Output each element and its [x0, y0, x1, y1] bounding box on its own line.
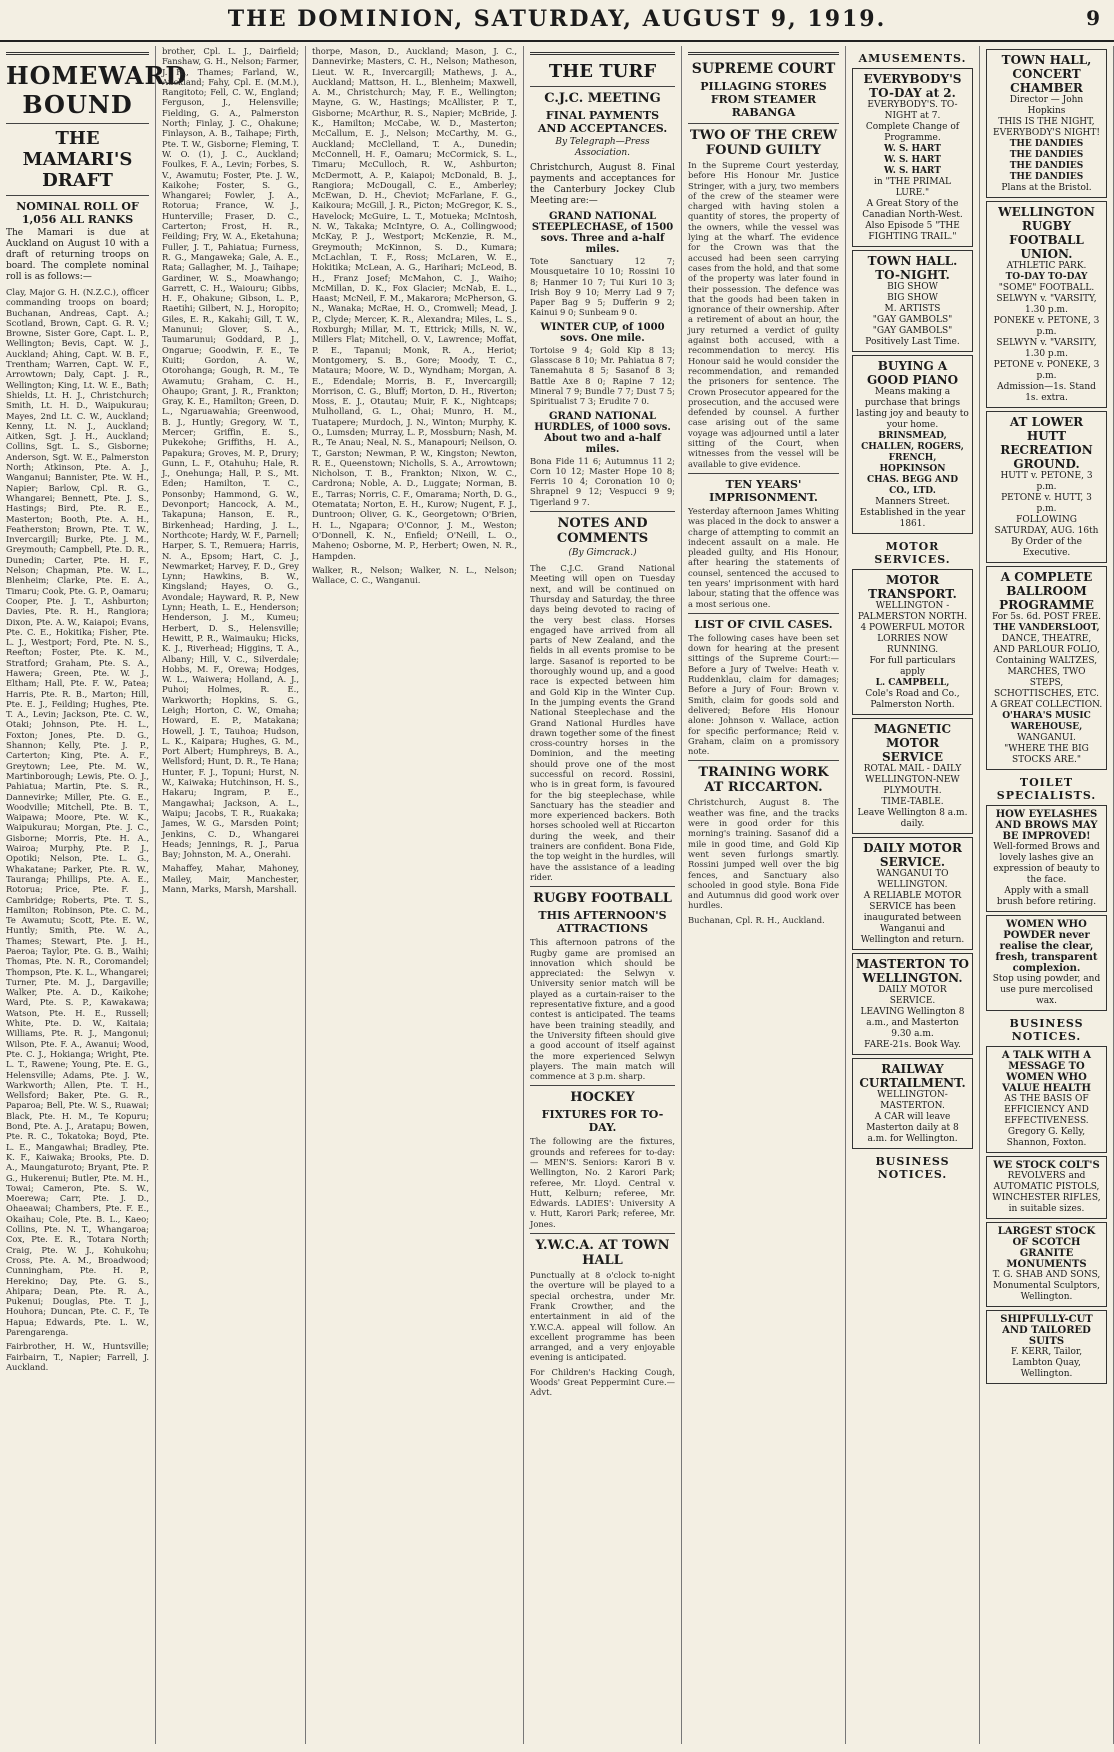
- ad-line: SELWYN v. "VARSITY, 1.30 p.m.: [996, 338, 1097, 359]
- ad-talk-title: A TALK WITH A MESSAGE TO WOMEN WHO VALUE HEALTH: [1001, 1050, 1092, 1094]
- ad-line: W. S. HART: [884, 144, 941, 154]
- ad-line: WELLINGTON - PALMERSTON NORTH.: [857, 601, 968, 622]
- ad-line: Well-formed Brows and lovely lashes give an expression of beauty to the face.: [993, 842, 1100, 885]
- masthead: [0, 0, 1114, 42]
- headline-hockey: HOCKEY: [570, 1090, 635, 1106]
- ad-line: 4 POWERFUL MOTOR LORRIES NOW RUNNING.: [860, 623, 965, 655]
- ad-lower-hutt: [986, 411, 1107, 563]
- rugby-body: This afternoon patrons of the Rugby game are promised an innovation which should be appreciated: the Selwyn v. University senior match will be played as a curtain-raiser to the representative fixture, and a good contest is anticipated. The teams have been training steadily, and the University fifteen should give a good account of itself against the more experienced Selwyn players. The main match will commence at 3 p.m. sharp.: [530, 937, 675, 1082]
- ad-line: ATHLETIC PARK.: [1006, 261, 1087, 271]
- article-intro: The Mamari is due at Auckland on August 10 with a draft of returning troops on board. The complete nominal roll is as follows:—: [6, 228, 149, 282]
- headline-rugby-football: RUGBY FOOTBALL: [533, 891, 672, 907]
- ad-suits-title: SHIPFULLY-CUT AND TAILORED SUITS: [1000, 1314, 1093, 1347]
- ad-line: Complete Change of Programme.: [865, 122, 960, 143]
- section-business-notices-2: BUSINESS NOTICES.: [1009, 1017, 1084, 1043]
- ad-town-hall-concert: [986, 49, 1107, 198]
- subhead-fixtures-today: FIXTURES FOR TO-DAY.: [541, 1108, 664, 1135]
- ad-line: "SOME" FOOTBALL.: [998, 283, 1095, 293]
- ad-line: FOLLOWING SATURDAY, AUG. 16th: [994, 515, 1099, 536]
- ad-line: LEAVING Wellington 8 a.m., and Masterton 9.30 a.m.: [860, 1007, 965, 1039]
- training-body: Christchurch, August 8. The weather was fine, and the tracks were in good order for this morning's training. Sasanof did a mile in good time, and Gold Kip went seven furlongs smartly. Rossini jumped well over the big fences, and Sanctuary also schooled in good style. Bona Fide and Autumnus did good work over hurdles.: [688, 797, 839, 911]
- ywca-body: Punctually at 8 o'clock to-night the overture will be played to a special orchestra, under Mr. Frank Crowther, and the entertainment in aid of the Y.W.C.A. appeal will follow. An excellent programme has been arranged, and a very enjoyable evening is anticipated.: [530, 1270, 675, 1363]
- court-foot: Buchanan, Cpl. R. H., Auckland.: [688, 914, 825, 925]
- ad-line: THE DANDIES: [1009, 161, 1084, 171]
- ad-town-hall-big-show: [852, 250, 973, 352]
- court-body: In the Supreme Court yesterday, before His Honour Mr. Justice Stringer, with a jury, two members of the crew of the steamer were charged with having stolen a quantity of stores, the property of the owners, while the vessel was lying at the wharf. The evidence for the Crown was that the accused had been seen carrying cases from the hold, and that some of the property was later found in their possession. The defence was that the goods had been taken in ignorance of their ownership. After a retirement of about an hour, the jury returned a verdict of guilty against both accused, with a recommendation to mercy. His Honour said he would consider the recommendation, and remanded the prisoners for sentence. The Crown Prosecutor appeared for the prosecution, and the accused were defended by counsel. A further case arising out of the same voyage was adjourned until a later sitting of the Court, when witnesses from the vessel will be available to give evidence.: [688, 160, 839, 469]
- ad-line: A RELIABLE MOTOR SERVICE has been inaugurated between Wanganui and Wellington and return.: [860, 891, 965, 945]
- subhead-afternoon-attractions: THIS AFTERNOON'S ATTRACTIONS: [538, 909, 667, 936]
- headline-supreme-court: SUPREME COURT: [691, 61, 836, 77]
- ad-line: Plans at the Bristol.: [1001, 183, 1092, 193]
- subhead-ten-years: TEN YEARS' IMPRISONMENT.: [709, 477, 818, 504]
- ad-line: THE DANDIES: [1009, 139, 1084, 149]
- nominal-roll-text: Clay, Major G. H. (N.Z.C.), officer commanding troops on board; Buchanan, Andreas, Capt. A.; Scotland, Brown, Capt. G. R. V.; Browne, Sister Gore, Capt. L. P., Wellington; Bevis, Capt. W. J., Auckland; Ahing, Capt. W. B. F., Trentham; Warren, Capt. W. F., Arrowtown; Daly, Capt. J. R., Wellington; King, Lt. W. E., Bath; Shields, Lt. H. J., Christchurch; Smith, Lt. H. D., Waipukurau; Mayes, 2nd Lt. C. W., Auckland; Kenny, Lt. N. J., Auckland; Aitken, Sgt. J. H., Auckland; Collins, Sgt. L. S., Gisborne; Anderson, Sgt. W. E., Palmerston North; Atkinson, Pte. A. J., Wanganui; Bannister, Pte. W. H., Napier; Barlow, Cpl. R. G., Whangarei; Bennett, Pte. J. S., Hastings; Bird, Pte. R. E., Masterton; Booth, Pte. A. H., Featherston; Brown, Pte. T. W., Invercargill; Burke, Pte. J. M., Greymouth; Campbell, Pte. D. R., Dunedin; Carter, Pte. H. F., Nelson; Chapman, Pte. W. L., Blenheim; Clarke, Pte. E. A., Timaru; Cook, Pte. G. P., Oamaru; Cooper, Pte. J. T., Ashburton; Davies, Pte. R. H., Rangiora; Dixon, Pte. A. W., Kaiapoi; Evans, Pte. C. E., Hokitika; Fisher, Pte. L. J., Westport; Ford, Pte. N. S., Reefton; Foster, Pte. K. M., Stratford; Graham, Pte. S. A., Hawera; Green, Pte. W. J., Eltham; Hall, Pte. F. W., Patea; Harris, Pte. R. B., Marton; Hill, Pte. E. J., Feilding; Hughes, Pte. T. A., Levin; Jackson, Pte. C. W., Otaki; Johnson, Pte. H. L., Foxton; Jones, Pte. D. G., Shannon; Kelly, Pte. J. P., Carterton; King, Pte. A. F., Greytown; Lee, Pte. M. W., Martinborough; Lewis, Pte. O. J., Pahiatua; Martin, Pte. S. R., Dannevirke; Miller, Pte. G. E., Woodville; Mitchell, Pte. B. T., Waipawa; Moore, Pte. W. K., Waipukurau; Morgan, Pte. J. C., Gisborne; Morris, Pte. H. A., Wairoa; Murphy, Pte. P. J., Opotiki; Nelson, Pte. L. G., Whakatane; Parker, Pte. R. W., Tauranga; Phillips, Pte. A. E., Rotorua; Price, Pte. F. J., Cambridge; Roberts, Pte. T. S., Hamilton; Robinson, Pte. C. M., Te Awamutu; Scott, Pte. E. W., Huntly; Smith, Pte. W. A., Thames; Stewart, Pte. J. H., Paeroa; Taylor, Pte. G. B., Waihi; Thomas, Pte. N. R., Coromandel; Thompson, Pte. K. L., Whangarei; Turner, Pte. M. J., Dargaville; Walker, Pte. A. D., Kaikohe; Ward, Pte. S. P., Kawakawa; Watson, Pte. H. E., Russell; White, Pte. D. W., Kaitaia; Williams, Pte. R. J., Mangonui; Wilson, Pte. F. A., Awanui; Wood, Pte. C. J., Hokianga; Wright, Pte. L. T., Rawene; Young, Pte. E. G., Helensville; Adams, Pte. J. W., Warkworth; Allen, Pte. T. H., Wellsford; Baker, Pte. G. R., Paparoa; Bell, Pte. W. S., Ruawai; Black, Pte. H. M., Te Kopuru; Bond, Pte. A. J., Aratapu; Bowen, Pte. R. C., Tokatoka; Boyd, Pte. L. E., Mangawhai; Bradley, Pte. K. F., Kaiwaka; Brooks, Pte. D. A., Maungaturoto; Bryant, Pte. P. G., Hukerenui; Butler, Pte. M. H., Towai; Cameron, Pte. S. W., Moerewa; Carr, Pte. J. D., Ohaeawai; Chambers, Pte. F. E., Okaihau; Cole, Pte. B. L., Kaeo; Collins, Pte. N. T., Whangaroa; Cox, Pte. E. R., Totara North; Craig, Pte. W. J., Kohukohu; Cross, Pte. A. M., Broadwood; Cunningham, Pte. H. P., Herekino; Day, Pte. G. S., Ahipara; Dean, Pte. R. A., Pukenui; Douglas, Pte. T. J., Houhora; Duncan, Pte. C. F., Te Hapua; Edwards, Pte. L. W., Parengarenga.: [6, 287, 149, 1337]
- ad-line: in "THE PRIMAL LURE.": [873, 177, 952, 198]
- subhead-nominal-roll: NOMINAL ROLL OF 1,056 ALL RANKS: [16, 200, 139, 226]
- ad-line: TIME-TABLE.: [881, 797, 944, 807]
- section-business-notices: BUSINESS NOTICES.: [875, 1155, 950, 1181]
- cjc-intro: Christchurch, August 8. Final payments and acceptances for the Canterbury Jockey Club Meeting are:—: [530, 163, 675, 206]
- ad-line: Monumental Sculptors, Wellington.: [992, 1281, 1101, 1302]
- ad-line: WELLINGTON-MASTERTON.: [877, 1090, 948, 1111]
- ad-line: T. G. SHAB AND SONS,: [992, 1270, 1101, 1280]
- ad-piano: [852, 355, 973, 534]
- subhead-crew-guilty: TWO OF THE CREW FOUND GUILTY: [689, 128, 838, 158]
- ten-years-body: Yesterday afternoon James Whiting was placed in the dock to answer a charge of attempting to commit an indecent assault on a male. He pleaded guilty, and His Honour, after hearing the statements of counsel, sentenced the accused to ten years' imprisonment with hard labour, stating that the offence was a most serious one.: [688, 505, 839, 609]
- ad-line: For 5s. 6d. POST FREE.: [991, 612, 1102, 622]
- ad-line: EVERYBODY'S. TO-NIGHT at 7.: [867, 100, 958, 121]
- ad-line: THE DANDIES: [1009, 150, 1084, 160]
- ad-daily-motor-title: DAILY MOTOR SERVICE.: [863, 841, 962, 869]
- ad-daily-motor-wanganui: [852, 837, 973, 950]
- nominal-roll-col2-foot: Mahaffey, Mahar, Mahoney, Mailey, Mair, Manchester, Mann, Marks, Marsh, Marshall.: [162, 863, 299, 895]
- ad-tailored-suits: [986, 1310, 1107, 1384]
- ad-motor-transport-title: MOTOR TRANSPORT.: [868, 573, 957, 601]
- ad-women-powder: [986, 915, 1107, 1011]
- ad-line: Positively Last Time.: [865, 337, 960, 347]
- ad-ballroom-title: A COMPLETE BALLROOM PROGRAMME: [999, 570, 1094, 612]
- nominal-roll-col3-foot: Walker, R., Nelson; Walker, N. L., Nelson; Wallace, C. C., Wanganui.: [312, 564, 517, 586]
- masthead-title: THE DOMINION, SATURDAY, AUGUST 9, 1919.: [227, 6, 887, 32]
- ad-line: L. CAMPBELL,: [875, 678, 950, 688]
- race-3-acceptances: Bona Fide 11 6; Autumnus 11 2; Corn 10 12; Master Hope 10 8; Ferris 10 4; Coronation 10 0; Shrapnel 9 12; Vespucci 9 9; Tigerland 9 7.: [530, 455, 675, 507]
- ad-line: EVERYBODY'S NIGHT!: [993, 128, 1100, 138]
- ad-line: Also Episode 5 "THE FIGHTING TRAIL.": [865, 221, 960, 242]
- ad-line: BIG SHOW: [887, 282, 938, 292]
- ad-line: W. S. HART: [884, 155, 941, 165]
- race-2-acceptances: Tortoise 9 4; Gold Kip 8 13; Glasscase 8 10; Mr. Pahiatua 8 7; Tanemahuta 8 5; Sasanof 8 3; Battle Axe 8 0; Rapine 7 12; Mineral 7 9; Bundle 7 7; Dust 7 5; Spiritualist 7 3; Erudite 7 0.: [530, 344, 675, 407]
- page-number: 9: [1086, 6, 1100, 30]
- ad-line: Gregory G. Kelly, Shannon, Foxton.: [1006, 1127, 1087, 1148]
- ad-rugby-union-title: WELLINGTON RUGBY FOOTBALL UNION.: [998, 205, 1095, 261]
- ad-line: M. ARTISTS: [884, 304, 941, 314]
- ad-line: Means making a purchase that brings lasting joy and beauty to your home.: [856, 387, 969, 430]
- subhead-mamari-draft: THE MAMARI'S DRAFT: [22, 128, 133, 191]
- ad-line: Stop using powder, and use pure mercolised wax.: [992, 974, 1101, 1006]
- ad-town-hall-title: TOWN HALL. TO-NIGHT.: [867, 254, 958, 282]
- subhead-pillaging-stores: PILLAGING STORES FROM STEAMER RABANGA: [700, 80, 827, 119]
- race-grand-national-steeplechase: GRAND NATIONAL STEEPLECHASE, of 1500 sovs. Three and a-half miles.: [531, 211, 674, 255]
- ad-line: W. S. HART: [884, 166, 941, 176]
- ad-line: THE VANDERSLOOT,: [993, 623, 1100, 633]
- ad-everybodys: [852, 68, 973, 247]
- ad-line: "WHERE THE BIG STOCKS ARE.": [1004, 744, 1089, 765]
- section-motor-services: MOTOR SERVICES.: [874, 540, 951, 566]
- column-5: [682, 46, 846, 1744]
- ad-everybodys-title: EVERYBODY'S TO-DAY at 2.: [863, 72, 962, 100]
- ad-line: PETONE v. PONEKE, 3 p.m.: [993, 360, 1100, 381]
- ad-piano-title: BUYING A GOOD PIANO: [866, 359, 959, 387]
- ad-line: WANGANUI TO WELLINGTON.: [876, 869, 949, 890]
- ad-line: Containing WALTZES, MARCHES, TWO STEPS, SCHOTTISCHES, ETC.: [993, 656, 1100, 699]
- race-winter-cup: WINTER CUP, of 1000 sovs. One mile.: [540, 321, 665, 344]
- ad-line: Admission—1s. Stand 1s. extra.: [997, 382, 1096, 403]
- ad-talk-women: [986, 1046, 1107, 1153]
- column-3: [306, 46, 524, 1744]
- ad-line: WANGANUI.: [1017, 733, 1076, 743]
- ad-line: For full particulars apply: [869, 656, 956, 677]
- column-4: [524, 46, 682, 1744]
- subhead-cjc-meeting: C.J.C. MEETING: [544, 91, 661, 106]
- ad-line: Lambton Quay, Wellington.: [1012, 1358, 1081, 1379]
- ad-line: DANCE, THEATRE, AND PARLOUR FOLIO,: [993, 634, 1100, 655]
- column-2: [156, 46, 306, 1744]
- section-toilet-specialists: TOILET SPECIALISTS.: [996, 776, 1097, 802]
- ad-line: SELWYN v. "VARSITY, 1.30 p.m.: [996, 294, 1097, 315]
- ad-granite-title: LARGEST STOCK OF SCOTCH GRANITE MONUMENTS: [997, 1226, 1096, 1270]
- ad-line: PETONE v. HUTT, 3 p.m.: [1001, 493, 1092, 514]
- ad-eyelashes-title: HOW EYELASHES AND BROWS MAY BE IMPROVED!: [995, 809, 1098, 842]
- ad-eyelashes: [986, 805, 1107, 912]
- ad-line: CHAS. BEGG AND CO., LTD.: [866, 475, 959, 496]
- ad-rugby-union: [986, 201, 1107, 408]
- ad-line: FARE-21s. Book Way.: [864, 1040, 961, 1050]
- ad-line: THE DANDIES: [1009, 172, 1084, 182]
- ad-masterton-wellington: [852, 953, 973, 1055]
- ad-motor-transport: [852, 569, 973, 715]
- ad-masterton-title: MASTERTON TO WELLINGTON.: [856, 957, 970, 985]
- ad-concert-title: TOWN HALL, CONCERT CHAMBER: [1001, 53, 1092, 95]
- notes-body: The C.J.C. Grand National Meeting will open on Tuesday next, and will be continued on Thursday and Saturday, the three days being devoted to racing of the very best class. Horses engaged have arrived from all parts of New Zealand, and the fields in all events promise to be large. Sasanof is reported to be thoroughly wound up, and a good race is expected between him and Gold Kip in the Winter Cup. In the jumping events the Grand National Steeplechase and the Grand National Hurdles have drawn together some of the finest cross-country horses in the Dominion, and the meeting should prove one of the most successful on record. Rossini, who is in great form, is favoured for the big steeplechase, while Sanctuary has the steadier and more experienced backers. Both horses schooled well at Riccarton during the week, and their trainers are confident. Bona Fide, the top weight in the hurdles, will have the assistance of a leading rider.: [530, 563, 675, 882]
- ad-line: BRINSMEAD, CHALLEN, ROGERS, FRENCH, HOPKINSON: [861, 431, 964, 474]
- ad-lower-hutt-title: AT LOWER HUTT RECREATION GROUND.: [1000, 415, 1093, 471]
- subhead-notes-comments: NOTES AND COMMENTS: [556, 516, 649, 547]
- nominal-roll-foot: Fairbrother, H. W., Huntsville; Fairbairn, T., Napier; Farrell, J. Auckland.: [6, 1341, 149, 1372]
- race-grand-national-hurdles: GRAND NATIONAL HURDLES, of 1000 sovs. About two and a-half miles.: [534, 410, 671, 455]
- column-6: [846, 46, 980, 1744]
- ad-line: BIG SHOW: [887, 293, 938, 303]
- ad-line: A Great Story of the Canadian North-West.: [862, 199, 963, 220]
- nominal-roll-continued: brother, Cpl. L. J., Dairfield; Fanshaw, G. H., Nelson; Farmer, J. H., Thames; Farland, W., Auckland; Fahy, Cpl. E. (M.M.), Rangitoto; Fell, C. W., England; Ferguson, J., Helensville; Fielding, G. A., Palmerston North; Finlay, J. C., Ohakune; Finlayson, A. B., Taihape; Firth, Pte. T. W., Gisborne; Fleming, T. W. O. (1), J. C., Auckland; Foulkes, F. A., Levin; Forbes, S. V., Awamutu; Foster, Pte. J. W., Kaikohe; Foster, S. G., Whangarei; Fowler, J. A., Rotorua; France, W. J., Hunterville; Fraser, D. C., Carterton; Frost, H. R., Feilding; Fry, W. A., Eketahuna; Fuller, J. T., Pahiatua; Furness, R. G., Mangaweka; Gale, A. E., Rata; Gallagher, M. J., Taihape; Gardiner, W. S., Moawhango; Garrett, C. H., Waiouru; Gibbs, H. F., Ohakune; Gibson, L. P., Raetihi; Gilbert, N. J., Horopito; Giles, E. R., Kakahi; Gill, T. W., Manunui; Glover, S. A., Taumarunui; Goddard, P. J., Ongarue; Goodwin, F. E., Te Kuiti; Gordon, A. W., Otorohanga; Gough, R. M., Te Awamutu; Graham, C. H., Ohaupo; Grant, J. R., Frankton; Gray, K. E., Hamilton; Green, D. L., Ngaruawahia; Greenwood, B. J., Huntly; Gregory, W. T., Mercer; Griffin, E. S., Pukekohe; Griffiths, H. A., Papakura; Groves, M. P., Drury; Gunn, L. F., Otahuhu; Hale, R. J., Onehunga; Hall, P. S., Mt. Eden; Hamilton, T. C., Ponsonby; Hammond, G. W., Devonport; Hancock, A. M., Takapuna; Hanson, E. R., Birkenhead; Harding, J. L., Northcote; Hardy, W. F., Parnell; Harper, S. T., Remuera; Harris, N. A., Epsom; Hart, C. J., Newmarket; Harvey, F. D., Grey Lynn; Hawkins, B. W., Kingsland; Hayes, O. G., Avondale; Hayward, R. P., New Lynn; Heath, L. E., Henderson; Henderson, J. M., Kumeu; Herbert, D. S., Helensville; Hewitt, P. R., Waimauku; Hicks, K. J., Riverhead; Higgins, T. A., Albany; Hill, V. C., Silverdale; Hobbs, M. F., Orewa; Hodges, W. L., Waiwera; Holland, A. J., Puhoi; Holmes, R. E., Warkworth; Hopkins, S. G., Leigh; Horton, C. W., Omaha; Howard, E. P., Matakana; Howell, J. T., Tauhoa; Hudson, L. K., Kaipara; Hughes, G. M., Port Albert; Humphreys, B. A., Wellsford; Hunt, D. R., Te Hana; Hunter, F. J., Topuni; Hurst, N. W., Kaiwaka; Hutchinson, H. S., Hakaru; Ingram, P. E., Mangawhai; Jackson, A. L., Waipu; Jacobs, T. R., Ruakaka; James, W. G., Marsden Point; Jenkins, C. D., Whangarei Heads; Jennings, R. J., Parua Bay; Johnston, M. A., Onerahi.: [162, 46, 300, 860]
- column-7: [980, 46, 1114, 1744]
- ad-line: A GREAT COLLECTION.: [990, 700, 1103, 710]
- ad-line: THIS IS THE NIGHT,: [998, 117, 1095, 127]
- ad-line: TO-DAY TO-DAY: [1005, 272, 1088, 282]
- ad-line: PONEKE v. PETONE, 3 p.m.: [993, 316, 1100, 337]
- ad-granite-monuments: [986, 1222, 1107, 1307]
- ad-line: F. KERR, Tailor,: [1010, 1347, 1083, 1357]
- ad-line: AS THE BASIS OF EFFICIENCY AND EFFECTIVENESS.: [1004, 1094, 1089, 1126]
- column-1: [0, 46, 188, 1744]
- byline-gimcrack: (By Gimcrack.): [568, 548, 637, 559]
- ad-colts-title: WE STOCK COLT'S: [993, 1160, 1100, 1171]
- ad-line: HUTT v. PETONE, 3 p.m.: [1000, 471, 1093, 492]
- ad-line: "GAY GAMBOLS": [872, 326, 953, 336]
- ad-powder-title: WOMEN WHO POWDER never realise the clear, fresh, transparent complexion.: [995, 919, 1098, 974]
- section-amusements: AMUSEMENTS.: [858, 52, 967, 65]
- subhead-final-payments: FINAL PAYMENTS AND ACCEPTANCES.: [537, 109, 668, 135]
- ad-line: Cole's Road and Co., Palmerston North.: [865, 689, 960, 710]
- ad-line: Apply with a small brush before retiring.: [996, 886, 1097, 907]
- nominal-roll-continued-2: thorpe, Mason, D., Auckland; Mason, J. C., Dannevirke; Masters, C. H., Nelson; Matheson, Lieut. W. R., Invercargill; Mathews, J. A., Auckland; Mattson, H. L., Blenheim; Maxwell, A. M., Christchurch; May, F. E., Wellington; Mayne, G. W., Hastings; McAllister, P. T., Gisborne; McArthur, R. S., Napier; McBride, J. K., Hamilton; McCabe, W. D., Masterton; McCallum, E. J., Nelson; McCarthy, M. G., Auckland; McClelland, T. A., Dunedin; McConnell, H. F., Oamaru; McCormick, S. L., Timaru; McCulloch, R. W., Ashburton; McDermott, A. P., Kaiapoi; McDonald, B. J., Rangiora; McDougall, C. E., Amberley; McEwan, D. H., Cheviot; McFarlane, F. G., Kaikoura; McGill, J. R., Picton; McGregor, K. S., Havelock; McGuire, L. T., Motueka; McIntosh, N. W., Takaka; McIntyre, O. A., Collingwood; McKay, P. J., Westport; McKenzie, R. M., Greymouth; McKinnon, S. D., Kumara; McLachlan, T. F., Ross; McLaren, W. E., Hokitika; McLean, A. G., Harihari; McLeod, B. H., Franz Josef; McMahon, C. J., Waiho; McMillan, D. K., Fox Glacier; McNab, E. L., Haast; McNeil, F. M., Makarora; McPherson, G. N., Wanaka; McRae, H. O., Cromwell; Mead, J. P., Clyde; Mercer, K. R., Alexandra; Miles, L. S., Roxburgh; Millar, M. T., Ettrick; Mills, N. W., Millers Flat; Mitchell, O. V., Lawrence; Moffat, P. E., Tapanui; Monk, R. A., Heriot; Montgomery, S. B., Gore; Moody, T. C., Mataura; Moore, W. D., Wyndham; Morgan, A. E., Edendale; Morris, B. F., Invercargill; Morrison, C. G., Bluff; Morton, D. H., Riverton; Moss, E. J., Otautau; Muir, F. K., Nightcaps; Mulholland, G. L., Ohai; Munro, H. M., Tuatapere; Murdoch, J. N., Winton; Murphy, K. O., Lumsden; Murray, L. P., Mossburn; Nash, M. R., Te Anau; Neal, N. S., Manapouri; Neilson, O. T., Garston; Newman, P. W., Kingston; Newton, R. E., Queenstown; Nicholls, S. A., Arrowtown; Nicholson, T. B., Frankton; Nixon, W. C., Cardrona; Noble, A. D., Luggate; Norman, B. E., Tarras; Norris, C. F., Omarama; North, D. G., Otematata; Norton, E. H., Kurow; Nugent, F. J., Duntroon; Oliver, G. K., Georgetown; O'Brien, H. L., Ngapara; O'Connor, J. M., Weston; O'Donnell, K. N., Enfield; O'Neill, L. O., Maheno; Osborne, M. P., Herbert; Owen, N. R., Hampden.: [312, 46, 517, 561]
- subhead-civil-cases: LIST OF CIVIL CASES.: [694, 617, 833, 631]
- ad-line: REVOLVERS and AUTOMATIC PISTOLS, WINCHESTER RIFLES, in suitable sizes.: [992, 1171, 1101, 1214]
- headline-training-riccarton: TRAINING WORK AT RICCARTON.: [698, 765, 829, 796]
- ad-line: "GAY GAMBOLS": [872, 315, 953, 325]
- ad-colts: [986, 1156, 1107, 1219]
- race-1-acceptances: Tote Sanctuary 12 7; Mousquetaire 10 10; Rossini 10 8; Hanmer 10 7; Tui Kuri 10 3; Irish Boy 9 10; Merry Lad 9 7; Paper Bag 9 5; Dufferin 9 2; Kainui 9 0; Sunbeam 9 0.: [530, 256, 675, 318]
- ad-line: Director — John Hopkins: [1009, 95, 1084, 116]
- ad-line: Manners Street. Established in the year 1861.: [859, 497, 966, 529]
- hockey-body: The following are the fixtures, grounds and referees for to-day:— MEN'S. Seniors: Karori B v. Wellington, No. 2 Karori Park; referee, Mr. Lloyd. Central v. Hutt, Kelburn; referee, Mr. Edwards. LADIES': University A v. Hutt, Karori Park; referee, Mr. Jones.: [530, 1136, 675, 1229]
- civil-cases-body: The following cases have been set down for hearing at the present sittings of the Supreme Court:— Before a Jury of Twelve: Heath v. Ruddenklau, claim for damages; Before a Jury of Four: Brown v. Smith, claim for goods sold and delivered; Before His Honour alone: Johnson v. Wallace, action for specific performance; Reid v. Graham, claim on a promissory note.: [688, 632, 839, 757]
- ad-line: A CAR will leave Masterton daily at 8 a.m. for Wellington.: [866, 1112, 959, 1144]
- ad-magnetic-motor: [852, 718, 973, 834]
- ad-railway-curtailment: [852, 1058, 973, 1149]
- ad-line: Leave Wellington 8 a.m. daily.: [857, 808, 968, 829]
- headline-the-turf: THE TURF: [548, 61, 657, 82]
- ad-line: O'HARA'S MUSIC WAREHOUSE,: [1002, 711, 1091, 732]
- ad-line: By Order of the Executive.: [1011, 537, 1082, 558]
- ad-line: DAILY MOTOR SERVICE.: [878, 985, 947, 1006]
- ad-ballroom-programme: [986, 566, 1107, 770]
- byline-press-assoc: By Telegraph—Press Association.: [555, 137, 650, 158]
- headline-homeward-bound: HOMEWARD BOUND: [6, 61, 188, 119]
- advt-peppermint-cure: For Children's Hacking Cough, Woods' Great Peppermint Cure.—Advt.: [530, 1366, 675, 1398]
- ad-railway-title: RAILWAY CURTAILMENT.: [859, 1062, 966, 1090]
- ad-line: ROTAL MAIL - DAILY: [863, 764, 962, 774]
- ad-line: WELLINGTON-NEW PLYMOUTH.: [865, 775, 960, 796]
- headline-ywca: Y.W.C.A. AT TOWN HALL: [535, 1238, 670, 1269]
- ad-magnetic-title: MAGNETIC MOTOR SERVICE: [873, 722, 952, 764]
